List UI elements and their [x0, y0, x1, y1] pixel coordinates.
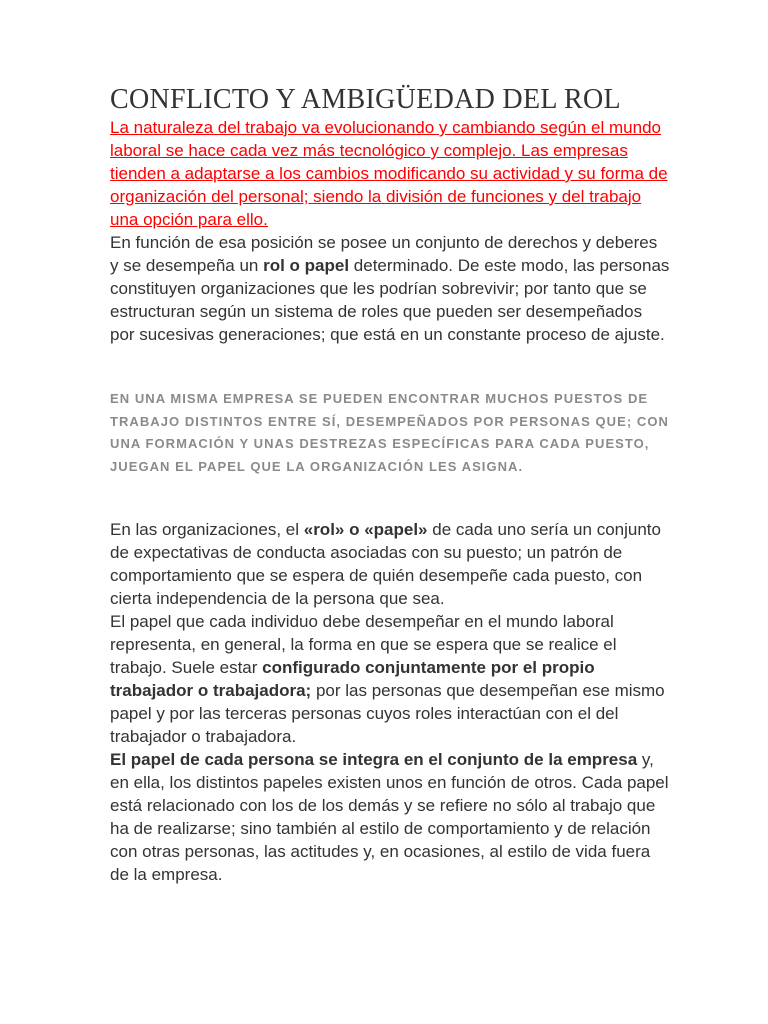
intro-link[interactable]: La naturaleza del trabajo va evolucionando y cambiando según el mundo laboral se hace cada vez más tecnológico y complejo. Las empresas tienden a adaptarse a los cambios modificando su actividad y su forma de organización del personal; siendo la división de funciones y del trabajo una opción para ello.	[110, 118, 668, 229]
paragraph-text: El papel que cada individuo debe desempeñar en el mundo laboral representa, en general, la forma en que se espera que se realice el trabajo. Suele estar	[110, 612, 617, 677]
intro-paragraph	[110, 116, 670, 231]
spacer	[110, 346, 670, 388]
paragraph-text: En las organizaciones, el	[110, 520, 304, 539]
document-page	[110, 84, 670, 886]
bold-term: El papel de cada persona se integra en el conjunto de la empresa	[110, 750, 638, 769]
bold-term: configurado conjuntamente por el propio trabajador o trabajadora;	[110, 658, 595, 700]
paragraph-rol	[110, 231, 670, 346]
spacer	[110, 478, 670, 518]
bold-term: «rol» o «papel»	[303, 520, 428, 539]
paragraph-text: de cada uno sería un conjunto de expectativas de conducta asociadas con su puesto; un patrón de comportamiento que se espera de quién desempeñe cada puesto, con cierta independencia de la persona que sea.	[110, 520, 661, 608]
paragraph-text: En función de esa posición se posee un conjunto de derechos y deberes y se desempeña un	[110, 233, 658, 275]
highlight-quote: EN UNA MISMA EMPRESA SE PUEDEN ENCONTRAR MUCHOS PUESTOS DE TRABAJO DISTINTOS ENTRE SÍ, DESEMPEÑADOS POR PERSONAS QUE; CON UNA FORMACIÓN Y UNAS DESTREZAS ESPECÍFICAS PARA CADA PUESTO, JUEGAN EL PAPEL QUE LA ORGANIZACIÓN LES ASIGNA.	[110, 391, 669, 474]
page-title: CONFLICTO Y AMBIGÜEDAD DEL ROL	[110, 84, 621, 115]
paragraph-papel-individuo	[110, 610, 670, 748]
paragraph-text: determinado. De este modo, las personas constituyen organizaciones que les podrían sobrevivir; por tanto que se estructuran según un sistema de roles que pueden ser desempeñados por sucesivas generaciones; que está en un constante proceso de ajuste.	[110, 256, 670, 344]
paragraph-text: y, en ella, los distintos papeles existen unos en función de otros. Cada papel está relacionado con los de los demás y se refiere no sólo al trabajo que ha de realizarse; sino también al estilo de comportamiento y de relación con otras personas, las actitudes y, en ocasiones, al estilo de vida fuera de la empresa.	[110, 750, 669, 884]
paragraph-text: por las personas que desempeñan ese mismo papel y por las terceras personas cuyos roles interactúan con el del trabajador o trabajadora.	[110, 681, 665, 746]
paragraph-organizaciones	[110, 518, 670, 610]
bold-term: rol o papel	[263, 256, 350, 275]
paragraph-papel-empresa	[110, 748, 670, 886]
